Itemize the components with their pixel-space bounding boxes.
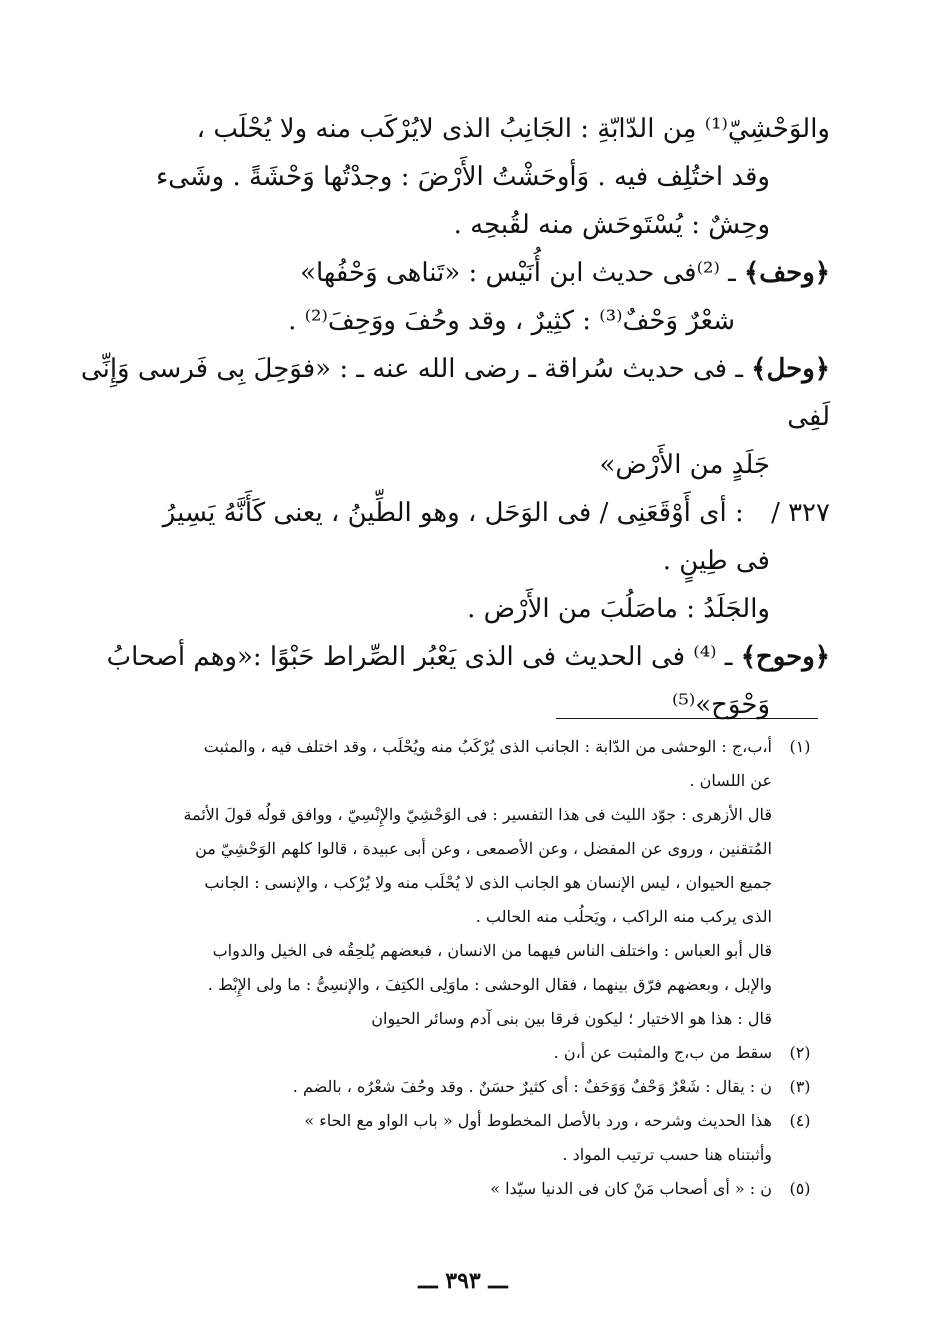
footnote-line: والإبل ، وبعضهم فرّق بينهما ، فقال الوحشى : ماوَلِى الكتِفَ ، والإنسِىُّ : ما ولى الإِبْط . — [207, 975, 772, 994]
footnote-3 — [78, 1070, 828, 1104]
footnote-5 — [78, 1172, 828, 1206]
text-line: ـ ⁽²⁾فى حديث ابن أُنَيْس : «تَناهى وَحْفُها» — [300, 258, 736, 288]
text-line: ـ ⁽⁴⁾ فى الحديث فى الذى يَعْبُر الصِّراط حَبْوًا :«وهم أصحابُ — [106, 642, 733, 672]
text-line: وَحْوَح»⁽⁵⁾ — [672, 690, 770, 720]
text-line: والجَلَدُ : ماصَلُبَ من الأَرْض . — [467, 594, 770, 624]
entry-keyword: ﴿وحوح﴾ — [740, 642, 830, 672]
footnote-line: الذى يركب منه الراكب ، ويَحلُب منه الحالب . — [475, 907, 772, 926]
entry-keyword: ﴿وحف﴾ — [743, 258, 830, 288]
footnote-number: (١) — [789, 737, 811, 756]
text-line: والوَحْشِيّ⁽¹⁾ مِن الدّابّةِ : الجَانِبُ الذى لايُرْكَب منه ولا يُحْلَب ، — [196, 114, 830, 144]
text-line: شعْرٌ وَحْفٌ⁽³⁾ : كثِيرٌ ، وقد وحُفَ ووَحِفَ⁽²⁾ . — [288, 306, 735, 336]
entry-wahl — [70, 345, 830, 441]
footnote-line: عن اللسان . — [689, 771, 772, 790]
text-line: وقد اختُلِف فيه . وَأوحَشْتُ الأَرْضَ : وجدْتُها وَحْشَةً . وشَىء — [155, 162, 770, 192]
text-line-with-marker — [70, 489, 830, 537]
manuscript-page-marker: ٣٢٧ / — [771, 498, 830, 528]
footnote-line: سقط من ب،ج والمثبت عن أ،ن . — [553, 1043, 772, 1062]
footnote-line: ن : يقال : شَعْرٌ وَحْفٌ وَوَحَفٌ : أى كثيرٌ حسَنٌ . وقد وحُفَ شعْرُه ، بالضم . — [292, 1077, 772, 1096]
footnote-line: جميع الحيوان ، ليس الإنسان هو الجانب الذى لا يُحْلَب منه ولا يُرْكب ، والإنسى : الجانب — [204, 873, 772, 892]
entry-wahwah — [70, 633, 830, 681]
footnote-body — [78, 1104, 772, 1172]
entry-wahf — [70, 249, 830, 297]
footnote-body — [78, 1036, 772, 1070]
text-line: جَلَدٍ من الأَرْض» — [599, 450, 770, 480]
footnote-number: (٥) — [789, 1179, 811, 1198]
footnote-1 — [78, 730, 828, 1036]
footnote-number: (٢) — [789, 1043, 811, 1062]
footnote-body — [78, 730, 772, 1036]
page-number: ـــ ٣٩٣ ـــ — [418, 1268, 508, 1294]
footnote-line: قال أبو العباس : واختلف الناس فيهما من الانسان ، فبعضهم يُلحِقُه فى الخيل والدواب — [212, 941, 772, 960]
footnote-separator — [556, 718, 818, 719]
footnote-body — [78, 1172, 772, 1206]
footnote-line: ن : « أى أصحاب مَنْ كان فى الدنيا سيّدا » — [490, 1179, 772, 1198]
text-line: : أى أَوْقَعَنِى / فى الوَحَل ، وهو الطِّينُ ، يعنى كَأَنَّهُ يَسِيرُ — [162, 498, 744, 528]
text-line: ـ فى حديث سُراقة ـ رضى الله عنه ـ : «فوَحِلَ بِى فَرسى وَإِنِّى لَفِى — [80, 354, 830, 432]
footnote-number: (٣) — [789, 1077, 811, 1096]
footnote-line: هذا الحديث وشرحه ، ورد بالأصل المخطوط أول « باب الواو مع الحاء » — [304, 1111, 772, 1130]
text-line: وحِشٌ : يُسْتَوحَش منه لقُبحِه . — [453, 210, 770, 240]
footnote-line: أ،ب،ج : الوحشى من الدّابة : الجانب الذى يُرْكَبُ منه ويُحْلَب ، وقد اختلف فيه ، والمثبت — [203, 737, 772, 756]
footnote-line: المُتقنين ، وروى عن المفضل ، وعن الأصمعى ، وعن أبى عبيدة ، قالوا كلهم الوَحْشِيّ من — [195, 839, 772, 858]
footnote-2 — [78, 1036, 828, 1070]
footnotes — [78, 730, 828, 1206]
main-text — [70, 105, 830, 729]
footnote-line: قال : هذا هو الاختيار ؛ ليكون فرقا بين بنى آدم وسائر الحيوان — [371, 1009, 772, 1028]
footnote-line: قال الأزهرى : جوّد الليث فى هذا التفسير : فى الوَحْشِيّ والإِنْسِيّ ، ووافق قولُه قولَ الأئمة — [183, 805, 772, 824]
text-line: فى طِينٍ . — [662, 546, 770, 576]
footnote-line: وأثبتناه هنا حسب ترتيب المواد . — [562, 1145, 772, 1164]
footnote-body — [78, 1070, 772, 1104]
entry-keyword: ﴿وحل﴾ — [751, 354, 830, 384]
footnote-4 — [78, 1104, 828, 1172]
footnote-number: (٤) — [789, 1111, 811, 1130]
